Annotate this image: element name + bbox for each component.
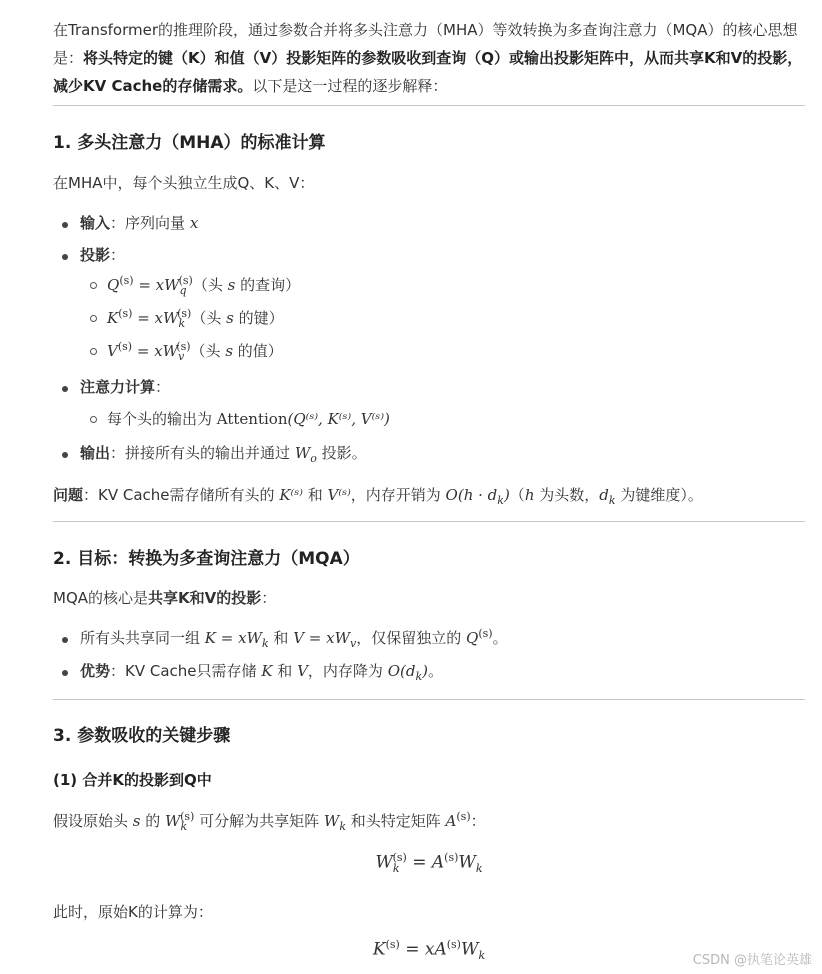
problem-label: 问题 — [53, 486, 84, 504]
output-text1: 拼接所有头的输出并通过 — [125, 444, 295, 462]
section3-subtitle: (1) 合并K的投影到Q中 — [53, 771, 212, 789]
input-text: 序列向量 — [125, 214, 186, 232]
intro-paragraph — [53, 16, 805, 100]
adv-t2: ，内存降为 — [307, 662, 388, 680]
problem-text3: （ — [509, 486, 525, 504]
p1-t2: 的 — [140, 812, 166, 830]
v-symbol: V — [107, 342, 118, 360]
mha-list — [53, 212, 805, 277]
csdn-watermark: CSDN @执笔论英雄 — [692, 953, 812, 968]
attention-sublist — [53, 408, 805, 441]
mqa-Q: Q — [466, 629, 479, 647]
eq2-K-sup: (s) — [385, 938, 400, 951]
var-x: x — [189, 214, 199, 232]
mqa-item-share — [53, 627, 805, 660]
mqa-K-sub: k — [261, 637, 269, 650]
adv-t3: 。 — [428, 662, 444, 680]
p1-W-sub: k — [180, 820, 188, 833]
p1-t1: 假设原始头 — [53, 812, 133, 830]
v-s: s — [225, 342, 234, 360]
eq2-A-sup: (s) — [446, 938, 461, 951]
v-W: W — [162, 342, 179, 360]
mqa-list — [53, 627, 805, 693]
k-symbol: K — [107, 309, 119, 327]
k-compute-text: 此时，原始K的计算为： — [53, 903, 213, 921]
problem-Osub: k — [497, 494, 504, 507]
attention-text: 每个头的输出为 — [107, 410, 213, 428]
proj-k — [53, 307, 805, 340]
list-item-input — [53, 212, 805, 244]
list-item-projection — [53, 244, 805, 277]
intro-bold: 将头特定的键（K）和值（V）投影矩阵的参数吸收到查询（Q）或输出投影矩阵中，从而共享K和V的投影，减少KV Cache的存储需求。 — [53, 49, 803, 95]
v-note1: （头 — [190, 342, 226, 360]
problem-and: 和 — [302, 486, 328, 504]
eq1-W2-sub: k — [475, 862, 483, 876]
projection-sublist — [53, 274, 805, 373]
section2-lead-bold: 共享K和V的投影 — [148, 589, 262, 607]
colon: ： — [110, 444, 126, 462]
section1-title: 1. 多头注意力（MHA）的标准计算 — [53, 133, 326, 153]
problem-h: h — [524, 486, 535, 504]
p1-t4: 和头特定矩阵 — [346, 812, 446, 830]
attention-list — [53, 376, 805, 408]
colon: ： — [110, 246, 126, 264]
q-eq: = x — [133, 276, 165, 294]
problem-text5: 为键维度）。 — [615, 486, 703, 504]
p1-A: A — [445, 812, 457, 830]
v-note2: 的值） — [233, 342, 283, 360]
k-sup: (s) — [118, 307, 133, 320]
k-W: W — [163, 309, 179, 327]
k-eq: = x — [132, 309, 164, 327]
p1-t5: ： — [470, 812, 486, 830]
q-s: s — [227, 276, 236, 294]
mqa-item-advantage — [53, 660, 805, 693]
problem-d: d — [599, 486, 609, 504]
divider-2 — [53, 521, 805, 522]
eq2-mid: = xA — [399, 939, 447, 960]
mqa-K-eq: K = xW — [204, 629, 262, 647]
q-note1: （头 — [192, 276, 228, 294]
attention-label: 注意力计算 — [80, 378, 156, 396]
colon: ： — [155, 378, 171, 396]
divider-3 — [53, 699, 805, 700]
proj-v — [53, 340, 805, 373]
adv-Oend: ) — [422, 662, 428, 680]
k-note1: （头 — [191, 309, 227, 327]
k-sub: k — [178, 317, 186, 330]
attention-args: (Q⁽ˢ⁾, K⁽ˢ⁾, V⁽ˢ⁾) — [287, 410, 390, 428]
p1-W-sup: (s) — [180, 810, 195, 823]
mqa-and: 和 — [268, 629, 294, 647]
eq1-A-sup: (s) — [444, 851, 459, 864]
eq1-W2: W — [458, 852, 476, 873]
output-text2: 投影。 — [316, 444, 367, 462]
eq2-K: K — [372, 939, 386, 960]
list-item-output — [53, 442, 805, 474]
q-sub: q — [179, 284, 187, 297]
v-eq: = x — [132, 342, 163, 360]
output-list — [53, 442, 805, 474]
attention-formula — [53, 408, 805, 441]
section2-lead1: MQA的核心是 — [53, 589, 149, 607]
adv-t1: ：KV Cache只需存储 — [110, 662, 262, 680]
colon: ： — [110, 214, 126, 232]
k-s: s — [226, 309, 234, 327]
section1-lead: 在MHA中，每个头独立生成Q、K、V： — [53, 174, 315, 192]
eq1-W-sup: (s) — [392, 851, 407, 864]
mqa-t3: 。 — [492, 629, 508, 647]
mqa-t1: 所有头共享同一组 — [80, 629, 205, 647]
problem-V: V⁽ˢ⁾ — [327, 486, 351, 504]
intro-lead: 在Transformer的推理阶段，通过参数合并将多头注意力（MHA）等效转换为多查询注意力（MQA）的核心思想是： — [53, 21, 798, 67]
section2-title: 2. 目标：转换为多查询注意力（MQA） — [53, 549, 360, 569]
mqa-Q-sup: (s) — [478, 627, 493, 640]
list-item-attention — [53, 376, 805, 408]
q-W-sup: (s) — [178, 274, 193, 287]
q-sup: (s) — [119, 274, 134, 287]
k-note2: 的键） — [233, 309, 284, 327]
problem-text2: ，内存开销为 — [350, 486, 446, 504]
divider-1 — [53, 105, 805, 106]
problem-Oend: ) — [503, 486, 510, 504]
p1-W: W — [165, 812, 181, 830]
v-sup: (s) — [117, 340, 133, 353]
section3-title: 3. 参数吸收的关键步骤 — [53, 726, 231, 746]
adv-V: V — [297, 662, 308, 680]
attention-fn: Attention — [216, 410, 288, 428]
p1-A-sup: (s) — [456, 810, 471, 823]
section2-lead2: ： — [261, 589, 277, 607]
mqa-V-sub: v — [350, 637, 357, 650]
section2-lead — [53, 587, 276, 608]
problem-K: K⁽ˢ⁾ — [279, 486, 303, 504]
output-sub: o — [310, 452, 317, 465]
p1-Wk: W — [323, 812, 340, 830]
k-W-sup: (s) — [177, 307, 192, 320]
advantage-label: 优势 — [80, 662, 111, 680]
q-symbol: Q — [107, 276, 120, 294]
eq1-W: W — [375, 852, 393, 873]
p1-s: s — [132, 812, 141, 830]
problem-text4: 为头数， — [534, 486, 600, 504]
adv-and: 和 — [272, 662, 298, 680]
adv-K: K — [261, 662, 273, 680]
decompose-paragraph — [53, 810, 813, 833]
input-label: 输入 — [80, 214, 111, 232]
eq2-W-sub: k — [478, 949, 486, 963]
eq2-W: W — [460, 939, 479, 960]
p1-Wk-sub: k — [339, 820, 346, 833]
output-W: W — [294, 444, 311, 462]
q-note2: 的查询） — [235, 276, 301, 294]
output-label: 输出 — [80, 444, 111, 462]
problem-O: O(h · d — [445, 486, 498, 504]
mqa-V-eq: V = xW — [293, 629, 351, 647]
problem-text1: ：KV Cache需存储所有头的 — [83, 486, 280, 504]
eq1-mid: = A — [406, 852, 445, 873]
p1-t3: 可分解为共享矩阵 — [194, 812, 324, 830]
problem-dsub: k — [608, 494, 616, 507]
proj-q — [53, 274, 805, 307]
v-sub: v — [178, 350, 185, 363]
adv-Osub: k — [415, 670, 423, 683]
mqa-t2: ，仅保留独立的 — [356, 629, 467, 647]
projection-label: 投影 — [80, 246, 111, 264]
v-W-sup: (s) — [176, 340, 191, 353]
q-W: W — [164, 276, 180, 294]
intro-tail: 以下是这一过程的逐步解释： — [252, 77, 448, 95]
adv-O: O(d — [387, 662, 416, 680]
problem-paragraph — [53, 484, 813, 507]
equation-W-decomposition — [53, 851, 805, 875]
eq1-W-sub: k — [392, 862, 400, 876]
